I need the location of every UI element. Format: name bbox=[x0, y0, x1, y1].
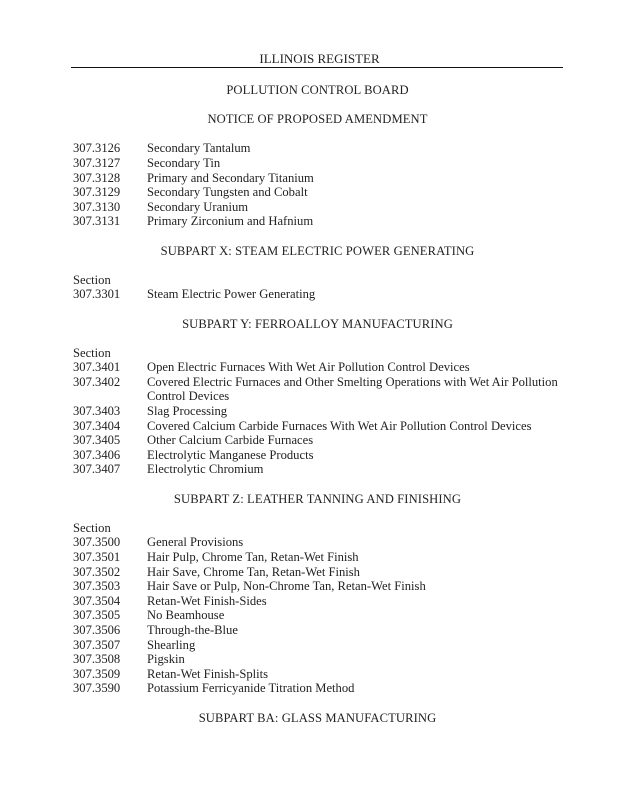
section-title: Covered Electric Furnaces and Other Smelting Operations with Wet Air Pollution Control Devices bbox=[147, 374, 558, 404]
section-row bbox=[73, 287, 573, 302]
section-title: Pigskin bbox=[147, 652, 185, 667]
section-number: 307.3129 bbox=[73, 185, 121, 200]
section-row bbox=[73, 433, 573, 448]
section-number: 307.3401 bbox=[73, 360, 121, 375]
section-list bbox=[73, 141, 573, 739]
section-row bbox=[73, 171, 573, 186]
spacer bbox=[73, 127, 573, 142]
section-number: 307.3126 bbox=[73, 141, 121, 156]
subpart-block bbox=[73, 477, 573, 696]
section-row bbox=[73, 141, 573, 156]
section-title: Primary and Secondary Titanium bbox=[147, 170, 314, 185]
section-row bbox=[73, 623, 573, 638]
section-number: 307.3404 bbox=[73, 418, 121, 433]
section-number: 307.3501 bbox=[73, 550, 121, 564]
section-row bbox=[73, 404, 573, 419]
section-number: 307.3590 bbox=[73, 681, 121, 696]
spacer bbox=[73, 258, 573, 273]
section-title: Other Calcium Carbide Furnaces bbox=[147, 433, 314, 448]
section-row bbox=[73, 579, 573, 594]
section-title: Potassium Ferricyanide Titration Method bbox=[147, 681, 355, 696]
section-number: 307.3127 bbox=[73, 155, 121, 170]
section-row bbox=[73, 462, 573, 477]
section-row bbox=[73, 360, 573, 375]
section-row bbox=[73, 375, 573, 404]
section-number: 307.3503 bbox=[73, 579, 121, 594]
section-number: 307.3402 bbox=[73, 374, 121, 389]
section-title: Secondary Uranium bbox=[147, 199, 249, 214]
section-title: Retan-Wet Finish-Sides bbox=[147, 593, 267, 608]
subpart-heading: SUBPART X: STEAM ELECTRIC POWER GENERATING bbox=[160, 243, 475, 258]
section-row bbox=[73, 638, 573, 653]
subpart-block bbox=[73, 696, 573, 740]
section-number: 307.3130 bbox=[73, 199, 121, 214]
section-row bbox=[73, 419, 573, 434]
section-title: Hair Save, Chrome Tan, Retan-Wet Finish bbox=[147, 564, 360, 579]
section-number: 307.3507 bbox=[73, 637, 121, 652]
subpart-heading: SUBPART Y: FERROALLOY MANUFACTURING bbox=[182, 316, 453, 331]
section-title: Primary Zirconium and Hafnium bbox=[147, 214, 314, 229]
section-title: Open Electric Furnaces With Wet Air Pollution Control Devices bbox=[147, 360, 470, 375]
section-number: 307.3504 bbox=[73, 593, 121, 608]
subpart-block bbox=[73, 141, 573, 229]
section-title: Secondary Tantalum bbox=[147, 141, 251, 156]
spacer bbox=[73, 725, 573, 740]
spacer bbox=[73, 302, 573, 317]
spacer bbox=[73, 506, 573, 521]
spacer bbox=[73, 696, 573, 711]
section-title: Hair Save or Pulp, Non-Chrome Tan, Retan-Wet Finish bbox=[147, 579, 426, 594]
section-row bbox=[73, 550, 573, 565]
section-row bbox=[73, 667, 573, 682]
section-number: 307.3301 bbox=[73, 287, 121, 302]
notice-title: NOTICE OF PROPOSED AMENDMENT bbox=[207, 112, 428, 127]
section-title: Hair Pulp, Chrome Tan, Retan-Wet Finish bbox=[147, 550, 359, 564]
section-number: 307.3407 bbox=[73, 462, 121, 477]
subpart-heading: SUBPART BA: GLASS MANUFACTURING bbox=[198, 710, 437, 725]
subpart-heading: SUBPART Z: LEATHER TANNING AND FINISHING bbox=[173, 491, 462, 506]
section-title: Shearling bbox=[147, 637, 196, 652]
section-title: No Beamhouse bbox=[147, 608, 225, 623]
section-row bbox=[73, 565, 573, 580]
section-row bbox=[73, 448, 573, 463]
document-body bbox=[73, 83, 573, 740]
section-number: 307.3508 bbox=[73, 652, 121, 667]
section-title: Electrolytic Manganese Products bbox=[147, 447, 314, 462]
section-label: Section bbox=[73, 272, 111, 287]
section-title: Secondary Tin bbox=[147, 155, 221, 170]
section-title: Covered Calcium Carbide Furnaces With Wet Air Pollution Control Devices bbox=[147, 418, 532, 433]
spacer bbox=[73, 331, 573, 346]
agency-name: POLLUTION CONTROL BOARD bbox=[226, 83, 409, 97]
section-title: Steam Electric Power Generating bbox=[147, 287, 316, 302]
section-row bbox=[73, 535, 573, 550]
section-row bbox=[73, 185, 573, 200]
section-row bbox=[73, 681, 573, 696]
section-title: General Provisions bbox=[147, 535, 244, 550]
section-number: 307.3506 bbox=[73, 622, 121, 637]
section-title: Retan-Wet Finish-Splits bbox=[147, 666, 269, 681]
section-label: Section bbox=[73, 520, 111, 535]
spacer bbox=[73, 477, 573, 492]
section-number: 307.3128 bbox=[73, 170, 121, 185]
section-title: Secondary Tungsten and Cobalt bbox=[147, 185, 308, 200]
section-number: 307.3131 bbox=[73, 214, 121, 229]
section-number: 307.3509 bbox=[73, 666, 121, 681]
section-title: Electrolytic Chromium bbox=[147, 462, 264, 477]
section-number: 307.3405 bbox=[73, 433, 121, 448]
section-row bbox=[73, 200, 573, 215]
section-row bbox=[73, 652, 573, 667]
section-number: 307.3500 bbox=[73, 535, 121, 550]
section-label: Section bbox=[73, 345, 111, 360]
section-row bbox=[73, 608, 573, 623]
section-number: 307.3406 bbox=[73, 447, 121, 462]
subpart-block bbox=[73, 302, 573, 477]
register-header: ILLINOIS REGISTER bbox=[259, 51, 380, 66]
section-row bbox=[73, 214, 573, 229]
spacer bbox=[73, 98, 573, 113]
header-rule bbox=[71, 67, 563, 68]
section-title: Slag Processing bbox=[147, 404, 228, 419]
subpart-block bbox=[73, 229, 573, 302]
section-row bbox=[73, 594, 573, 609]
section-row bbox=[73, 156, 573, 171]
spacer bbox=[73, 229, 573, 244]
section-number: 307.3403 bbox=[73, 404, 121, 419]
section-number: 307.3505 bbox=[73, 608, 121, 623]
section-title: Through-the-Blue bbox=[147, 622, 238, 637]
section-number: 307.3502 bbox=[73, 564, 121, 579]
